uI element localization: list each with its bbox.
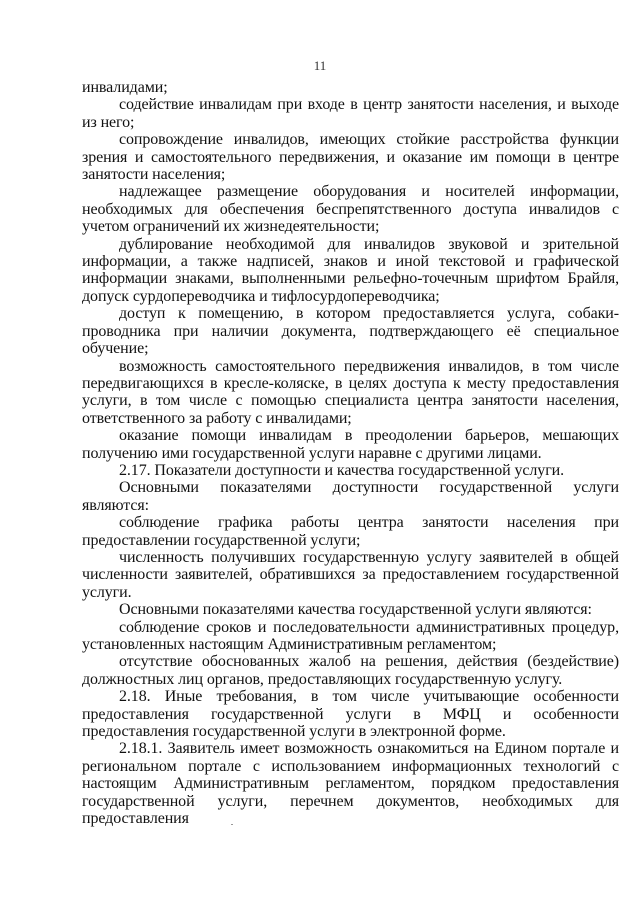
paragraph-text: численность получивших государственную услугу заявителей в общей численности заявителей, обратившихся за предоставлением государственной услуги. <box>82 548 619 601</box>
paragraph-text: возможность самостоятельного передвижения инвалидов, в том числе передвигающихся в кресле-коляске, в целях доступа к месту предоставления услуги, в том числе с помощью специалиста центра занятости населения, ответственного за работу с инвалидами; <box>82 357 619 427</box>
paragraph-text: 2.18.1. Заявитель имеет возможность ознакомиться на Едином портале и региональном портале с использованием информационных технологий с настоящим Административным регламентом, порядком предоставления государственной услуги, перечнем документов, необходимых для предоставления <box>82 740 619 828</box>
paragraph-text: инвалидами; <box>82 79 168 96</box>
section-heading-2-17: 2.17. Показатели доступности и качества государственной услуги. <box>119 461 565 479</box>
page-number: 11 <box>313 58 327 73</box>
scan-speck <box>231 824 233 825</box>
paragraph-text: отсутствие обоснованных жалоб на решения, действия (бездействие) должностных лиц органов, предоставляющих государственную услугу. <box>82 653 619 688</box>
document-body <box>82 79 619 827</box>
paragraph-text: оказание помощи инвалидам в преодолении барьеров, мешающих получению ими государственной услуги наравне с другими лицами. <box>82 427 619 462</box>
paragraph-text: Основными показателями доступности государственной услуги являются: <box>82 479 619 514</box>
section-heading-2-18: 2.18. Иные требования, в том числе учитывающие особенности предоставления государственной услуги в МФЦ и особенности предоставления государственной услуги в электронной форме. <box>82 688 619 741</box>
paragraph-text: соблюдение графика работы центра занятости населения при предоставлении государственной услуги; <box>82 514 619 549</box>
paragraph-text: надлежащее размещение оборудования и носителей информации, необходимых для обеспечения беспрепятственного доступа инвалидов с учетом ограничений их жизнедеятельности; <box>82 183 619 236</box>
paragraph-text: доступ к помещению, в котором предоставляется услуга, собаки-проводника при наличии документа, подтверждающего её специальное обучение; <box>82 305 619 358</box>
paragraph-text: соблюдение сроков и последовательности административных процедур, установленных настоящим Административным регламентом; <box>82 618 619 653</box>
paragraph-text: Основными показателями качества государственной услуги являются: <box>119 601 592 619</box>
paragraph-text: сопровождение инвалидов, имеющих стойкие расстройства функции зрения и самостоятельного передвижения, и оказание им помощи в центре занятости населения; <box>82 131 619 184</box>
paragraph-text: дублирование необходимой для инвалидов звуковой и зрительной информации, а также надписей, знаков и иной текстовой и графической информации знаками, выполненными рельефно-точечным шрифтом Брайля, допуск сурдопереводчика и тифлосурдопереводчика; <box>82 235 619 305</box>
paragraph-text: содействие инвалидам при входе в центр занятости населения, и выходе из него; <box>82 96 619 131</box>
